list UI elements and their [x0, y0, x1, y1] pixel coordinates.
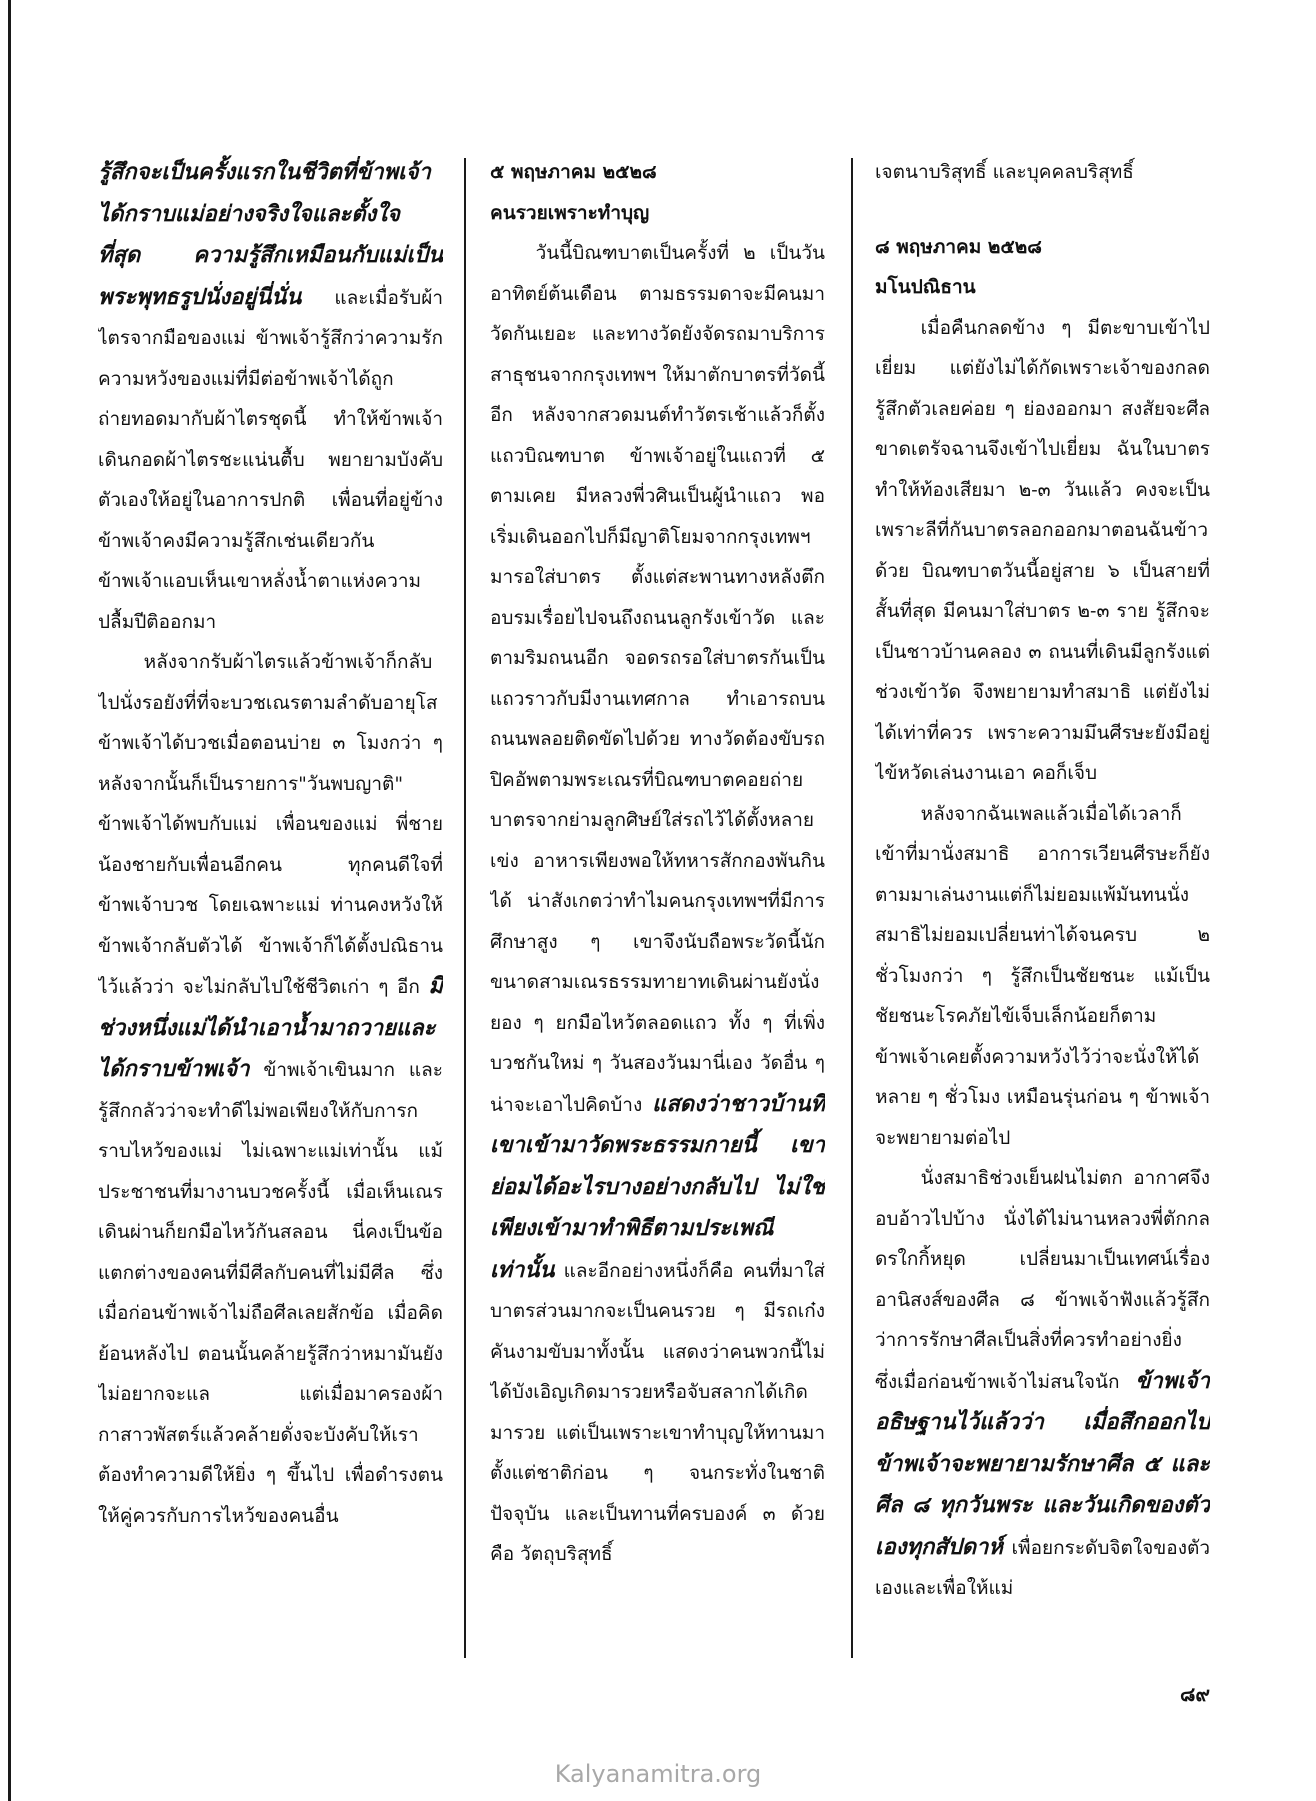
col2-paragraph-1 [490, 233, 825, 1575]
col3-paragraph-1: เมื่อคืนกลดข้าง ๆ มีตะขาบเข้าไปเยี่ยม แต่ยังไม่ได้กัดเพราะเจ้าของกลดรู้สึกตัวเลยค่อย ๆ ย่องออกมา สงสัยจะศีลขาดเตรัจฉานจึงเข้าไปเยี่ยม ฉันในบาตรทำให้ท้องเสียมา ๒-๓ วันแล้ว คงจะเป็นเพราะลีที่กันบาตรลอกออกมาตอนฉันข้าวด้วย บิณฑบาตวันนี้อยู่สาย ๖ เป็นสายที่สั้นที่สุด มีคนมาใส่บาตร ๒-๓ ราย รู้สึกจะเป็นชาวบ้านคลอง ๓ ถนนที่เดินมีลูกรังแต่ช่วงเข้าวัด จึงพยายามทำสมาธิ แต่ยังไม่ได้เท่าที่ควร เพราะความมึนศีรษะยังมีอยู่ ไข้หวัดเล่นงานเอา คอก็เจ็บ [875, 316, 1210, 784]
entry-date-1: ๕ พฤษภาคม ๒๕๒๘ [490, 161, 657, 183]
col1-text-2: หลังจากรับผ้าไตรแล้วข้าพเจ้าก็กลับไปนั่งรอยังที่ที่จะบวชเณรตามลำดับอายุโส ข้าพเจ้าได้บวชเมื่อตอนบ่าย ๓ โมงกว่า ๆ หลังจากนั้นก็เป็นรายการ"วันพบญาติ" ข้าพเจ้าได้พบกับแม่ เพื่อนของแม่ พี่ชาย น้องชายกับเพื่อนอีกคน ทุกคนดีใจที่ข้าพเจ้าบวช โดยเฉพาะแม่ ท่านคงหวังให้ข้าพเจ้ากลับตัวได้ ข้าพเจ้าก็ได้ตั้งปณิธานไว้แล้วว่า จะไม่กลับไปใช้ชีวิตเก่า ๆ อีก [98, 651, 443, 998]
column-divider-1 [464, 158, 466, 1658]
column-1 [98, 152, 443, 1672]
col1-paragraph-2 [98, 642, 443, 1536]
page-number: ๘๙ [1180, 1682, 1211, 1706]
col2-text-2: และอีกอย่างหนึ่งก็คือ คนที่มาใส่บาตรส่วนมากจะเป็นคนรวย ๆ มีรถเก๋งคันงามขับมาทั้งนั้น แสดงว่าคนพวกนี้ไม่ได้บังเอิญเกิดมารวยหรือจับสลากได้เกิดมารวย แต่เป็นเพราะเขาทำบุญให้ทานมาตั้งแต่ชาติก่อน ๆ จนกระทั่งในชาติปัจจุบัน และเป็นทานที่ครบองค์ ๓ ด้วย คือ วัตถุบริสุทธิ์ [490, 1259, 825, 1565]
entry-title-1: คนรวยเพราะทำบุญ [490, 201, 650, 224]
entry-date-2: ๘ พฤษภาคม ๒๕๒๘ [875, 235, 1042, 258]
column-3 [875, 152, 1210, 1672]
entry-title-2: มโนปณิธาน [875, 276, 976, 298]
col2-emphasis-1: แสดงว่าชาวบ้านที่เขาเข้ามาวัดพระธรรมกายนี้ เขาย่อมได้อะไรบางอย่างกลับไป ไม่ใช่เพียงเข้ามาทำพิธีตามประเพณีเท่านั้น [490, 1090, 825, 1283]
page-edge-line [8, 0, 11, 1801]
column-2 [490, 152, 825, 1672]
col3-continuation: เจตนาบริสุทธิ์ และบุคคลบริสุทธิ์ [875, 161, 1134, 183]
column-divider-2 [851, 158, 853, 1658]
col1-text-3: ข้าพเจ้าเขินมาก และรู้สึกกลัวว่าจะทำดีไม่พอเพียงให้กับการกราบไหว้ของแม่ ไม่เฉพาะแม่เท่านั้น แม้ประชาชนที่มางานบวชครั้งนี้ เมื่อเห็นเณรเดินผ่านก็ยกมือไหว้กันสลอน นี่คงเป็นข้อแตกต่างของคนที่มีศีลกับคนที่ไม่มีศีล ซึ่งเมื่อก่อนข้าพเจ้าไม่ถือศีลเลยสักข้อ เมื่อคิดย้อนหลังไป ตอนนั้นคล้ายรู้สึกว่าหมามันยังไม่อยากจะแล แต่เมื่อมาครองผ้ากาสาวพัสตร์แล้วคล้ายดั่งจะบังคับให้เราต้องทำความดีให้ยิ่ง ๆ ขึ้นไป เพื่อดำรงตนให้คู่ควรกับการไหว้ของคนอื่น [98, 1059, 443, 1527]
col3-paragraph-3 [875, 1158, 1210, 1609]
col1-paragraph-1 [98, 152, 443, 642]
col1-emphasis-2: มีช่วงหนึ่งแม่ได้นำเอาน้ำมาถวายและได้กราบข้าพเจ้า [98, 973, 443, 1082]
col3-text-1: นั่งสมาธิช่วงเย็นฝนไม่ตก อากาศจึงอบอ้าวไปบ้าง นั่งได้ไม่นานหลวงพี่ตักกลดรใกกิ้หยุด เปลี่ยนมาเป็นเทศน์เรื่องอานิสงส์ของศีล ๘ ข้าพเจ้าฟังแล้วรู้สึกว่าการรักษาศีลเป็นสิ่งที่ควรทำอย่างยิ่ง ซึ่งเมื่อก่อนข้าพเจ้าไม่สนใจนัก [875, 1167, 1210, 1393]
col2-text-1: วันนี้บิณฑบาตเป็นครั้งที่ ๒ เป็นวันอาทิตย์ต้นเดือน ตามธรรมดาจะมีคนมาวัดกันเยอะ และทางวัดยังจัดรถมาบริการสาธุชนจากกรุงเทพฯ ให้มาตักบาตรที่วัดนี้อีก หลังจากสวดมนต์ทำวัตรเช้าแล้วก็ตั้งแถวบิณฑบาต ข้าพเจ้าอยู่ในแถวที่ ๕ ตามเคย มีหลวงพี่วศินเป็นผู้นำแถว พอเริ่มเดินออกไปก็มีญาติโยมจากกรุงเทพฯ มารอใส่บาตร ตั้งแต่สะพานทางหลังตึกอบรมเรื่อยไปจนถึงถนนลูกรังเข้าวัด และตามริมถนนอีก จอดรถรอใส่บาตรกันเป็นแถวราวกับมีงานเทศกาล ทำเอารถบนถนนพลอยติดขัดไปด้วย ทางวัดต้องขับรถปิคอัพตามพระเณรที่บิณฑบาตคอยถ่ายบาตรจากย่ามลูกศิษย์ใส่รถไว้ได้ตั้งหลายเข่ง อาหารเพียงพอให้ทหารสักกองพันกินได้ น่าสังเกตว่าทำไมคนกรุงเทพฯที่มีการศึกษาสูง ๆ เขาจึงนับถือพระวัดนี้นัก ขนาดสามเณรธรรมทายาทเดินผ่านยังนั่งยอง ๆ ยกมือไหว้ตลอดแถว ทั้ง ๆ ที่เพิ่งบวชกันใหม่ ๆ วันสองวันมานี่เอง วัดอื่น ๆ น่าจะเอาไปคิดบ้าง [490, 242, 825, 1116]
col3-text-2: เพื่อยกระดับจิตใจของตัวเองและเพื่อให้แม่ [875, 1536, 1210, 1599]
watermark: Kalyanamitra.org [554, 1760, 762, 1788]
col3-paragraph-2: หลังจากฉันเพลแล้วเมื่อได้เวลาก็เข้าที่มานั่งสมาธิ อาการเวียนศีรษะก็ยังตามมาเล่นงานแต่ก็ไม่ยอมแพ้มันทนนั่งสมาธิไม่ยอมเปลี่ยนท่าได้จนครบ ๒ ชั่วโมงกว่า ๆ รู้สึกเป็นชัยชนะ แม้เป็นชัยชนะโรคภัยไข้เจ็บเล็กน้อยก็ตาม ข้าพเจ้าเคยตั้งความหวังไว้ว่าจะนั่งให้ได้หลาย ๆ ชั่วโมง เหมือนรุ่นก่อน ๆ ข้าพเจ้าจะพยายามต่อไป [875, 802, 1210, 1149]
col1-text-1: และเมื่อรับผ้าไตรจากมือของแม่ ข้าพเจ้ารู้สึกว่าความรัก ความหวังของแม่ที่มีต่อข้าพเจ้าได้ถูกถ่ายทอดมากับผ้าไตรชุดนี้ ทำให้ข้าพเจ้าเดินกอดผ้าไตรชะแน่นตื้บ พยายามบังคับตัวเองให้อยู่ในอาการปกติ เพื่อนที่อยู่ข้างข้าพเจ้าคงมีความรู้สึกเช่นเดียวกัน ข้าพเจ้าแอบเห็นเขาหลั่งน้ำตาแห่งความปลื้มปีติออกมา [98, 286, 443, 633]
col1-emphasis-1: รู้สึกจะเป็นครั้งแรกในชีวิตที่ข้าพเจ้า ได้กราบแม่อย่างจริงใจและตั้งใจ ที่สุด ความรู้สึกเหมือนกับแม่เป็น พระพุทธรูปนั่งอยู่นี่นั่น [98, 159, 443, 310]
col3-emphasis-1: ข้าพเจ้าอธิษฐานไว้แล้วว่า เมื่อสึกออกไปข้าพเจ้าจะพยายามรักษาศีล ๕ และศีล ๘ ทุกวันพระ และวันเกิดของตัวเองทุกสัปดาห์ [875, 1367, 1210, 1560]
